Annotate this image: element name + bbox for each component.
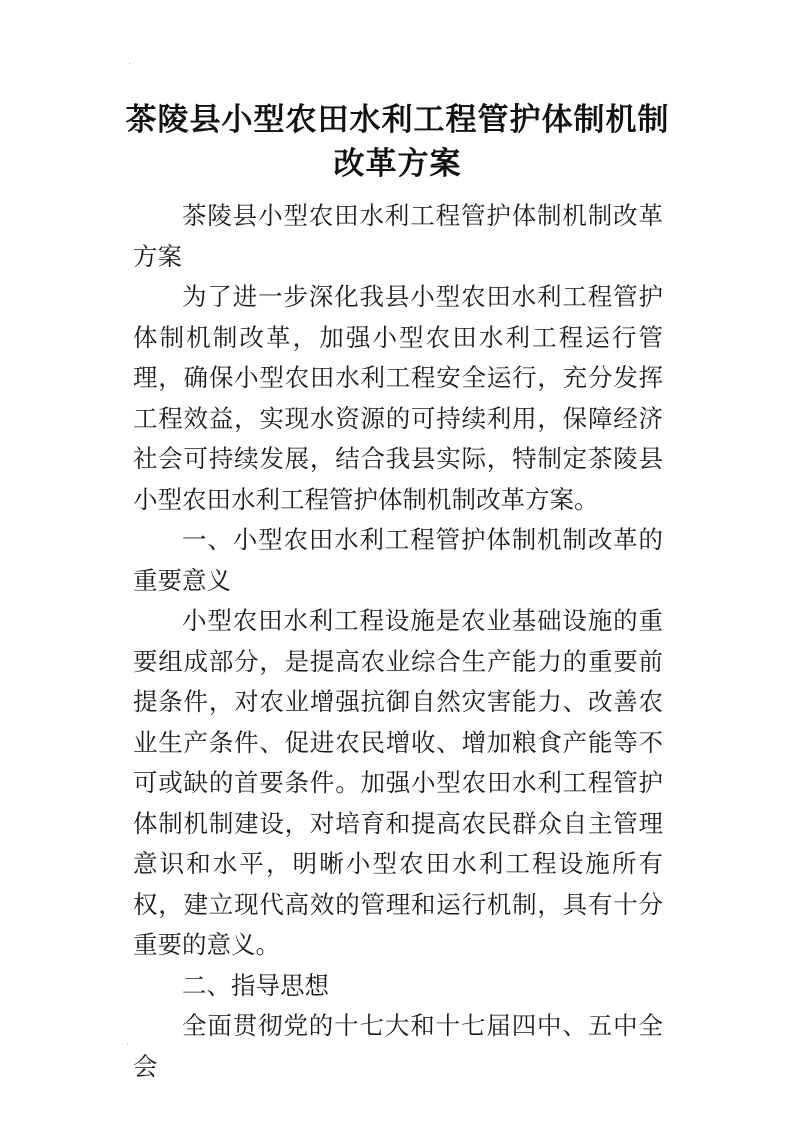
scan-mark: ⸒ [126,1035,130,1046]
body-paragraph: 全面贯彻党的十七大和十七届四中、五中全会 [133,1011,663,1081]
document-body [133,196,663,1087]
section-heading: 二、指导思想 [182,970,329,1000]
scan-mark: · [128,59,132,70]
body-paragraph: 为了进一步深化我县小型农田水利工程管护体制机制改革，加强小型农田水利工程运行管理，确保小型农田水利工程安全运行，充分发挥工程效益，实现水资源的可持续利用，保障经济社会可持续发展，结合我县实际，特制定茶陵县小型农田水利工程管护体制机制改革方案。 [133,282,663,514]
document-title: 茶陵县小型农田水利工程管护体制机制改革方案 [125,102,670,182]
body-paragraph: 小型农田水利工程设施是农业基础设施的重要组成部分，是提高农业综合生产能力的重要前提条件，对农业增强抗御自然灾害能力、改善农业生产条件、促进农民增收、增加粮食产能等不可或缺的首要条件。加强小型农田水利工程管护体制机制建设，对培育和提高农民群众自主管理意识和水平，明晰小型农田水利工程设施所有权，建立现代高效的管理和运行机制，具有十分重要的意义。 [133,606,663,959]
body-paragraph: 茶陵县小型农田水利工程管护体制机制改革方案 [133,201,663,271]
section-heading: 一、小型农田水利工程管护体制机制改革的重要意义 [133,525,663,595]
